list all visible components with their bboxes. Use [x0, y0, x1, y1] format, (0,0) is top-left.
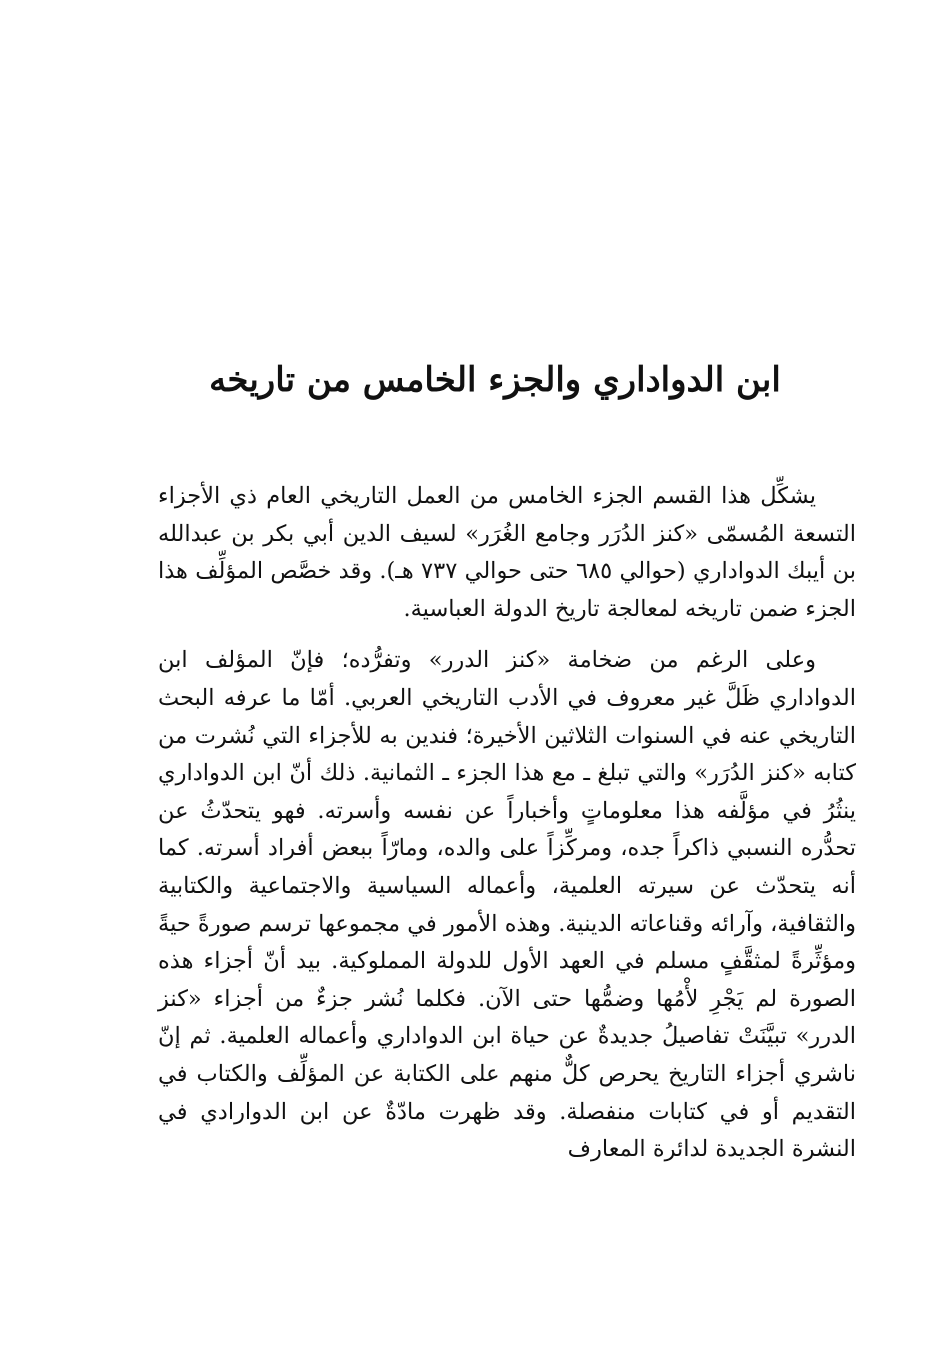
paragraph-intro: يشكِّل هذا القسم الجزء الخامس من العمل التاريخي العام ذي الأجزاء التسعة المُسمّى «كنز الدُرَر وجامع الغُرَر» لسيف الدين أبي بكر بن عبدالله بن أيبك الدواداري (حوالي ٦٨٥ حتى حوالي ٧٣٧ هـ). وقد خصَّص المؤلِّف هذا الجزء ضمن تاريخه لمعالجة تاريخ الدولة العباسية. — [158, 483, 856, 622]
chapter-title: ابن الدواداري والجزء الخامس من تاريخه — [209, 360, 781, 400]
paragraph-author-life: وعلى الرغم من ضخامة «كنز الدرر» وتفرُّده؛ فإنّ المؤلف ابن الدواداري ظَلَّ غير معروف في الأدب التاريخي العربي. أمّا ما عرفه البحث التاريخي عنه في السنوات الثلاثين الأخيرة؛ فندين به للأجزاء التي نُشرت من كتابه «كنز الدُرَر» والتي تبلغ ـ مع هذا الجزء ـ الثمانية. ذلك أنّ ابن الدواداري ينثُرُ في مؤلَّفه هذا معلوماتٍ وأخباراً عن نفسه وأسرته. فهو يتحدّثُ عن تحدُّره النسبي ذاكراً جده، ومركِّزاً على والده، ومارّاً ببعض أفراد أسرته. كما أنه يتحدّث عن سيرته العلمية، وأعماله السياسية والاجتماعية والكتابية والثقافية، وآرائه وقناعاته الدينية. وهذه الأمور في مجموعها ترسم صورةً حيةً ومؤثِّرةً لمثقَّفٍ مسلم في العهد الأول للدولة المملوكية. بيد أنّ أجزاء هذه الصورة لم يَجْرِ لأْمُها وضمُّها حتى الآن. فكلما نُشر جزءٌ من أجزاء «كنز الدرر» تبيَّنَتْ تفاصيلُ جديدةٌ عن حياة ابن الدواداري وأعماله العلمية. ثم إنّ ناشري أجزاء التاريخ يحرص كلٌّ منهم على الكتابة عن المؤلِّف والكتاب في التقديم أو في كتابات منفصلة. وقد ظهرت مادّةٌ عن ابن الدوارادي في النشرة الجديدة لدائرة المعارف — [158, 647, 856, 1163]
body-text — [158, 478, 856, 1169]
